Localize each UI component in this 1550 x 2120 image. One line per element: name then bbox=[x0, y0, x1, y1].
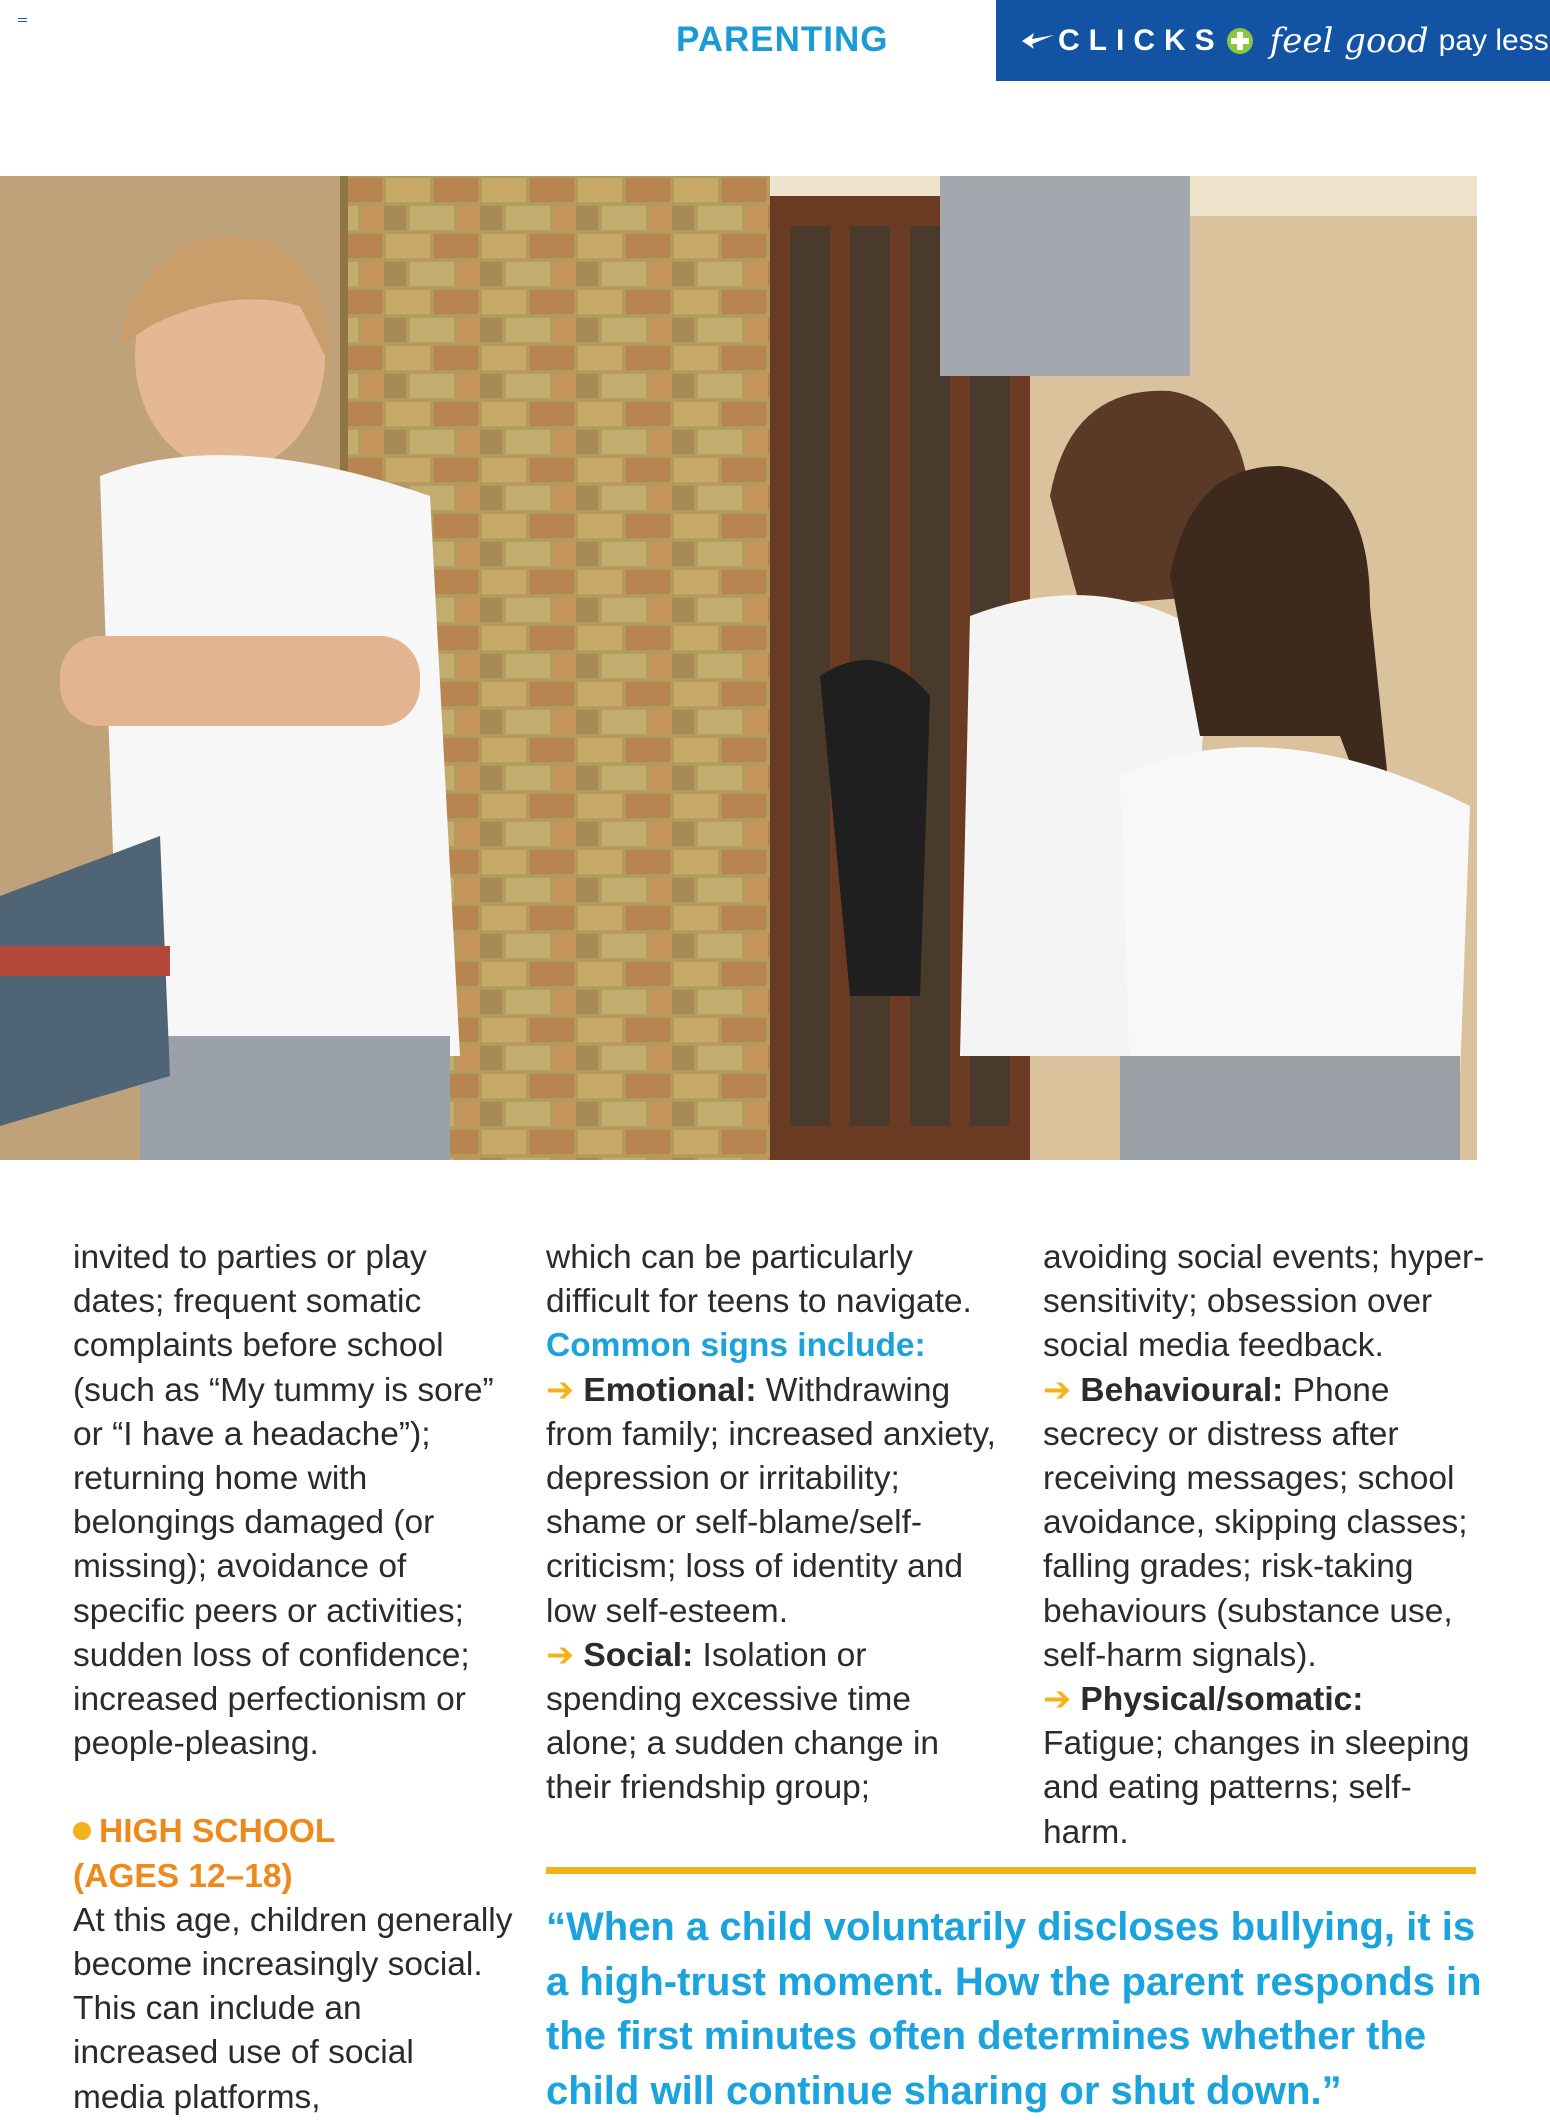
column-one-body: At this age, children generally become increasingly social. This can include an increased use of social media platforms, bbox=[73, 1901, 513, 2116]
brand-tagline-script: feel good bbox=[1269, 20, 1429, 61]
photo-schoolgirls-bullying-icon bbox=[0, 176, 1477, 1160]
brand-name: CLICKS bbox=[1058, 23, 1224, 57]
high-school-heading-line2: (AGES 12–18) bbox=[73, 1857, 293, 1895]
brand-cross-icon bbox=[1226, 27, 1254, 55]
brand-bar bbox=[996, 0, 1550, 81]
brand-swoosh-icon bbox=[1020, 30, 1056, 52]
brand-logo bbox=[1020, 24, 1254, 58]
sign-behavioural-label: Behavioural: bbox=[1080, 1371, 1284, 1409]
sign-physical-text: Fatigue; changes in sleeping and eating patterns; self-harm. bbox=[1043, 1725, 1470, 1851]
sign-behavioural-text: Phone secrecy or distress after receiving messages; school avoidance, skipping classes; falling grades; risk-taking behaviours (substance use, self-harm signals). bbox=[1043, 1371, 1468, 1674]
column-three-intro: avoiding social events; hyper-sensitivity; obsession over social media feedback. bbox=[1043, 1239, 1485, 1365]
column-three bbox=[1043, 1236, 1493, 1855]
arrow-right-icon: ➔ bbox=[1043, 1371, 1081, 1409]
sign-emotional-text: Withdrawing from family; increased anxiety, depression or irritability; shame or self-blame/self-criticism; loss of identity and low self-esteem. bbox=[546, 1371, 996, 1630]
sign-social-label: Social: bbox=[583, 1636, 694, 1674]
pull-quote: “When a child voluntarily discloses bullying, it is a high-trust moment. How the parent responds in the first minutes often determines whether the child will continue sharing or shut down.” bbox=[546, 1905, 1482, 2113]
brand-tagline-plain: pay less bbox=[1438, 23, 1549, 57]
sign-physical-label: Physical/somatic: bbox=[1080, 1681, 1364, 1719]
sign-social-text: Isolation or spending excessive time alone; a sudden change in their friendship group; bbox=[546, 1636, 940, 1807]
high-school-heading bbox=[73, 1810, 513, 1854]
sign-social bbox=[546, 1634, 1006, 1811]
column-one bbox=[73, 1236, 513, 2120]
sign-emotional-label: Emotional: bbox=[583, 1371, 757, 1409]
arrow-right-icon: ➔ bbox=[546, 1636, 584, 1674]
section-label: PARENTING bbox=[676, 20, 889, 59]
column-one-intro: invited to parties or play dates; frequent somatic complaints before school (such as “My tummy is sore” or “I have a headache”); returning home with belongings damaged (or missing); avoidance of specific peers or activities; sudden loss of confidence; increased perfectionism or people-pleasing. bbox=[73, 1239, 494, 1763]
column-two bbox=[546, 1236, 1006, 1811]
sign-physical bbox=[1043, 1678, 1493, 1855]
signs-heading: Common signs include: bbox=[546, 1327, 926, 1365]
arrow-right-icon: ➔ bbox=[546, 1371, 584, 1409]
bullet-dot-icon bbox=[73, 1822, 91, 1840]
arrow-right-icon: ➔ bbox=[1043, 1681, 1081, 1719]
hero-photo bbox=[0, 176, 1477, 1160]
column-two-intro: which can be particularly difficult for teens to navigate. bbox=[546, 1239, 972, 1321]
page-corner-mark bbox=[18, 18, 27, 24]
quote-divider bbox=[546, 1867, 1476, 1874]
sign-behavioural bbox=[1043, 1369, 1493, 1678]
high-school-heading-line1: HIGH SCHOOL bbox=[99, 1813, 336, 1851]
sign-emotional bbox=[546, 1369, 1006, 1634]
